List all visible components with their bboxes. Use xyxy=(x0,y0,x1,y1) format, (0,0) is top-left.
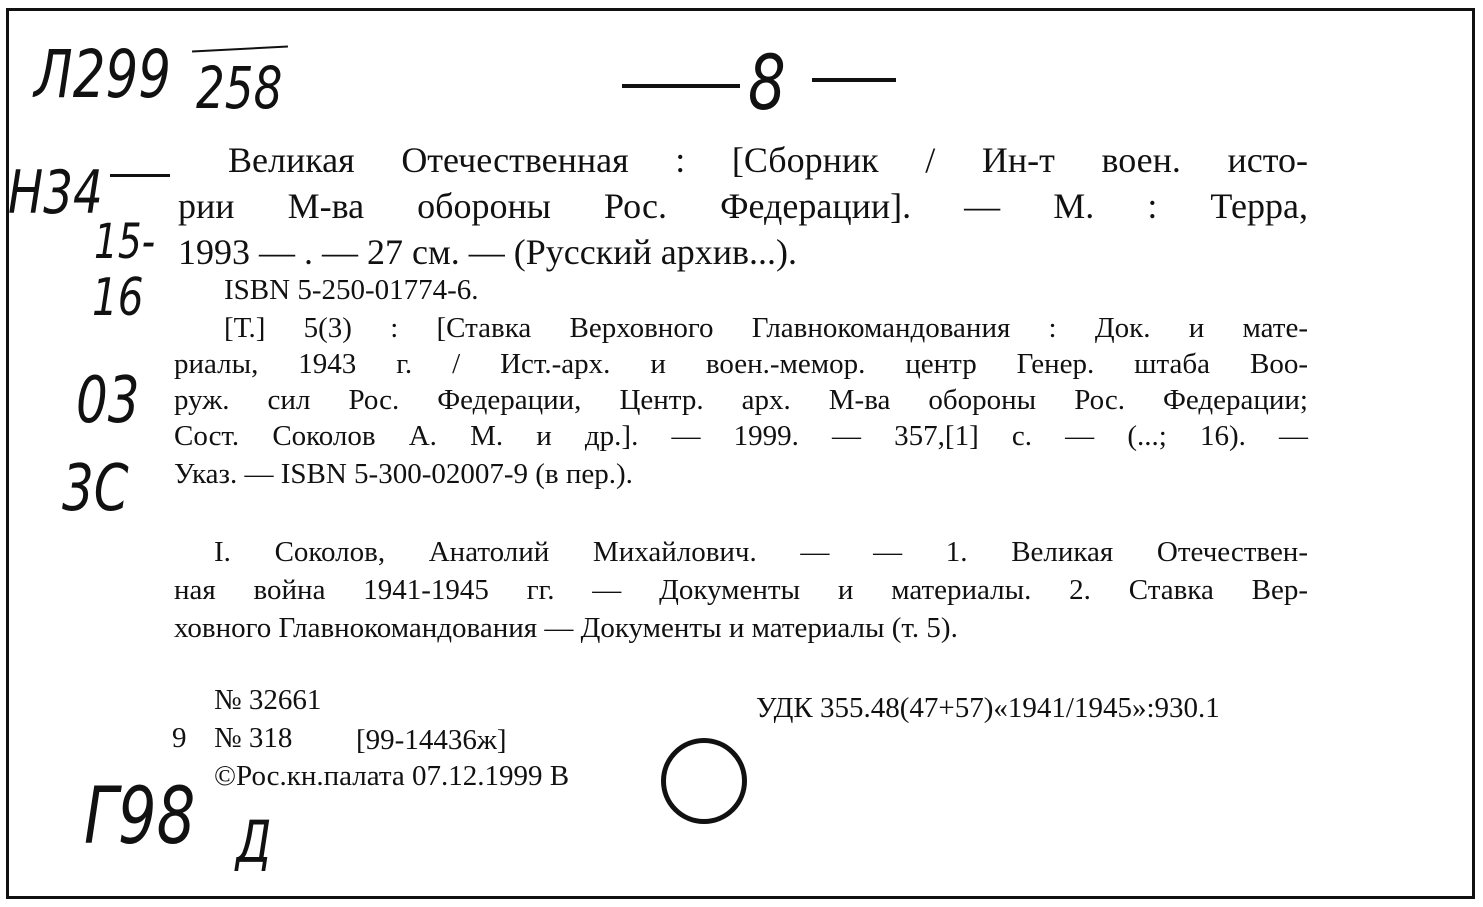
handwritten-volume-number: 8 xyxy=(748,38,786,127)
card-number: № 318 xyxy=(214,722,293,754)
handwritten-range-1: 15- xyxy=(94,214,156,270)
tracing-line-3: ховного Главнокомандования — Документы и материалы (т. 5). xyxy=(174,612,958,644)
udc-code: УДК 355.48(47+57)«1941/1945»:930.1 xyxy=(756,692,1220,724)
handwritten-dash-right xyxy=(812,78,896,82)
copyright-line: ©Рос.кн.палата 07.12.1999 В xyxy=(214,760,570,792)
handwritten-shelf-mark: Л299 xyxy=(34,36,171,113)
handwritten-code-left: Н34 xyxy=(8,158,103,228)
handwritten-bottom-sub: Д xyxy=(236,808,272,876)
volume-line-1: [Т.] 5(3) : [Ставка Верховного Главнокомандования : Док. и мате- xyxy=(224,312,1308,344)
tracing-line-1: I. Соколов, Анатолий Михайлович. — — 1. Великая Отечествен- xyxy=(214,536,1308,568)
handwritten-code-dash xyxy=(110,174,170,177)
handwritten-year-code: 03 xyxy=(76,364,140,438)
volume-line-5: Указ. — ISBN 5-300-02007-9 (в пер.). xyxy=(174,458,633,490)
record-title-line-2: рии М-ва обороны Рос. Федерации]. — М. : Терра, xyxy=(178,186,1308,226)
tracing-line-2: ная война 1941-1945 гг. — Документы и материалы. 2. Ставка Вер- xyxy=(174,574,1308,606)
card-order-code: [99-14436ж] xyxy=(356,724,507,756)
handwritten-bottom-mark: Г98 xyxy=(84,772,196,862)
record-title-line-3: 1993 — . — 27 см. — (Русский архив...). xyxy=(178,232,797,272)
handwritten-dash-left xyxy=(622,84,740,88)
card-sequence-prefix: 9 xyxy=(172,722,187,754)
registration-number: № 32661 xyxy=(214,684,322,716)
volume-line-2: риалы, 1943 г. / Ист.-арх. и воен.-мемор. центр Генер. штаба Воо- xyxy=(174,348,1308,380)
series-isbn: ISBN 5-250-01774-6. xyxy=(224,274,479,306)
volume-line-3: руж. сил Рос. Федерации, Центр. арх. М-ва обороны Рос. Федерации; xyxy=(174,384,1308,416)
handwritten-copies-code: 3С xyxy=(62,452,129,526)
handwritten-shelf-mark-sub: 258 xyxy=(196,54,283,122)
handwritten-range-2: 16 xyxy=(92,268,144,328)
volume-line-4: Сост. Соколов А. М. и др.]. — 1999. — 357,[1] с. — (...; 16). — xyxy=(174,420,1308,452)
record-title-line-1: Великая Отечественная : [Сборник / Ин-т воен. исто- xyxy=(228,140,1308,180)
hole-circle xyxy=(661,738,747,824)
